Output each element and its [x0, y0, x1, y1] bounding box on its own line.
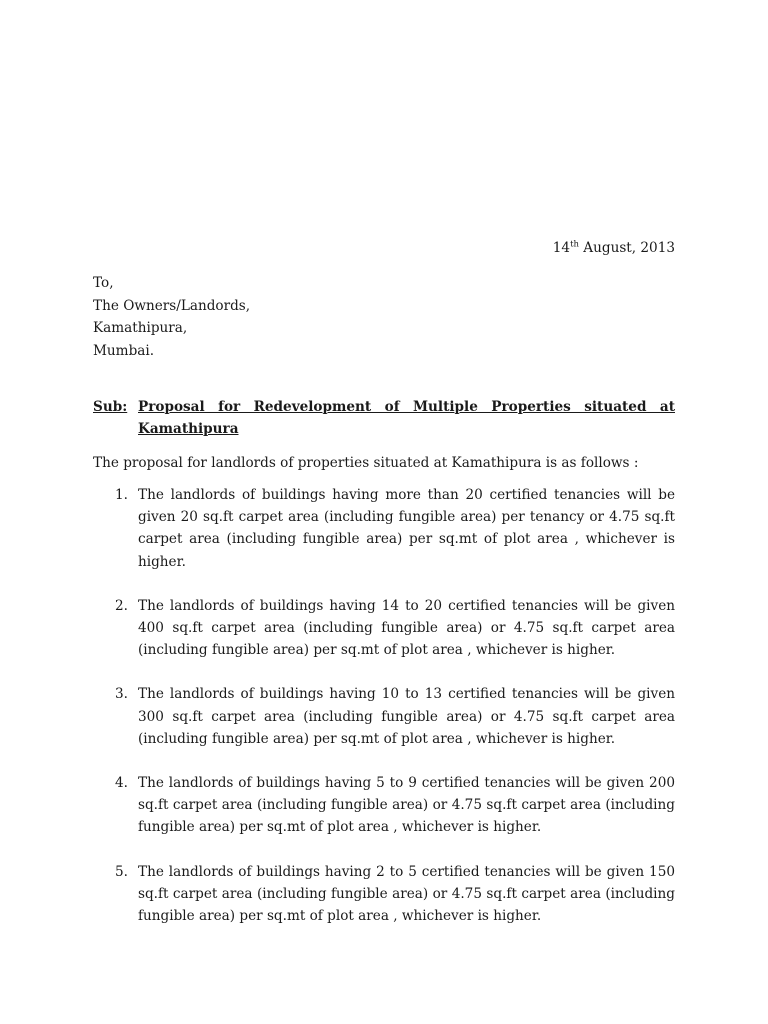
address-line: To, — [93, 275, 114, 291]
item-text: The landlords of buildings having 10 to 13 certified tenancies will be given 300 sq.ft carpet area (including fungible area) or 4.75 sq.ft carpet area (including fungible area) per sq.mt of plot area , whichever is higher. — [138, 686, 675, 747]
item-number: 5. — [115, 863, 128, 880]
address-line: The Owners/Landords, — [93, 297, 251, 314]
list-item — [93, 683, 675, 750]
date-suffix: th — [570, 239, 579, 250]
intro-paragraph: The proposal for landlords of properties situated at Kamathipura is as follows : — [93, 455, 639, 471]
list-item — [93, 772, 675, 839]
list-item — [93, 595, 675, 662]
subject-label: Sub: — [93, 399, 128, 415]
item-number: 1. — [115, 487, 128, 503]
item-text: The landlords of buildings having 2 to 5 certified tenancies will be given 150 sq.ft carpet area (including fungible area) or 4.75 sq.ft carpet area (including fungible area) per sq.mt of plot area , whichever is higher. — [138, 863, 675, 925]
item-number: 4. — [115, 775, 128, 792]
proposal-list — [93, 484, 675, 949]
item-text: The landlords of buildings having 14 to 20 certified tenancies will be given 400 sq.ft carpet area (including fungible area) or 4.75 sq.ft carpet area (including fungible area) per sq.mt of plot area , whichever is higher. — [138, 597, 675, 659]
address-line: Kamathipura, — [93, 320, 188, 336]
subject-line — [93, 396, 675, 440]
list-item — [93, 484, 675, 573]
subject-text: Proposal for Redevelopment of Multiple Properties situated at Kamathipura — [138, 399, 675, 437]
item-text: The landlords of buildings having more than 20 certified tenancies will be given 20 sq.ft carpet area (including fungible area) per tenancy or 4.75 sq.ft carpet area (including fungible area) per sq.mt of plot area , whichever is higher. — [138, 487, 675, 570]
date-month-year: August, 2013 — [578, 240, 675, 256]
item-number: 2. — [115, 597, 128, 614]
item-text: The landlords of buildings having 5 to 9 certified tenancies will be given 200 sq.ft carpet area (including fungible area) or 4.75 sq.ft carpet area (including fungible area) per sq.mt of plot area , whichever is higher. — [138, 775, 675, 836]
letter-date — [553, 238, 675, 258]
addressee-block — [93, 272, 250, 362]
date-day: 14 — [552, 240, 571, 256]
address-line: Mumbai. — [93, 342, 155, 359]
list-item — [93, 861, 675, 928]
item-number: 3. — [115, 686, 128, 703]
